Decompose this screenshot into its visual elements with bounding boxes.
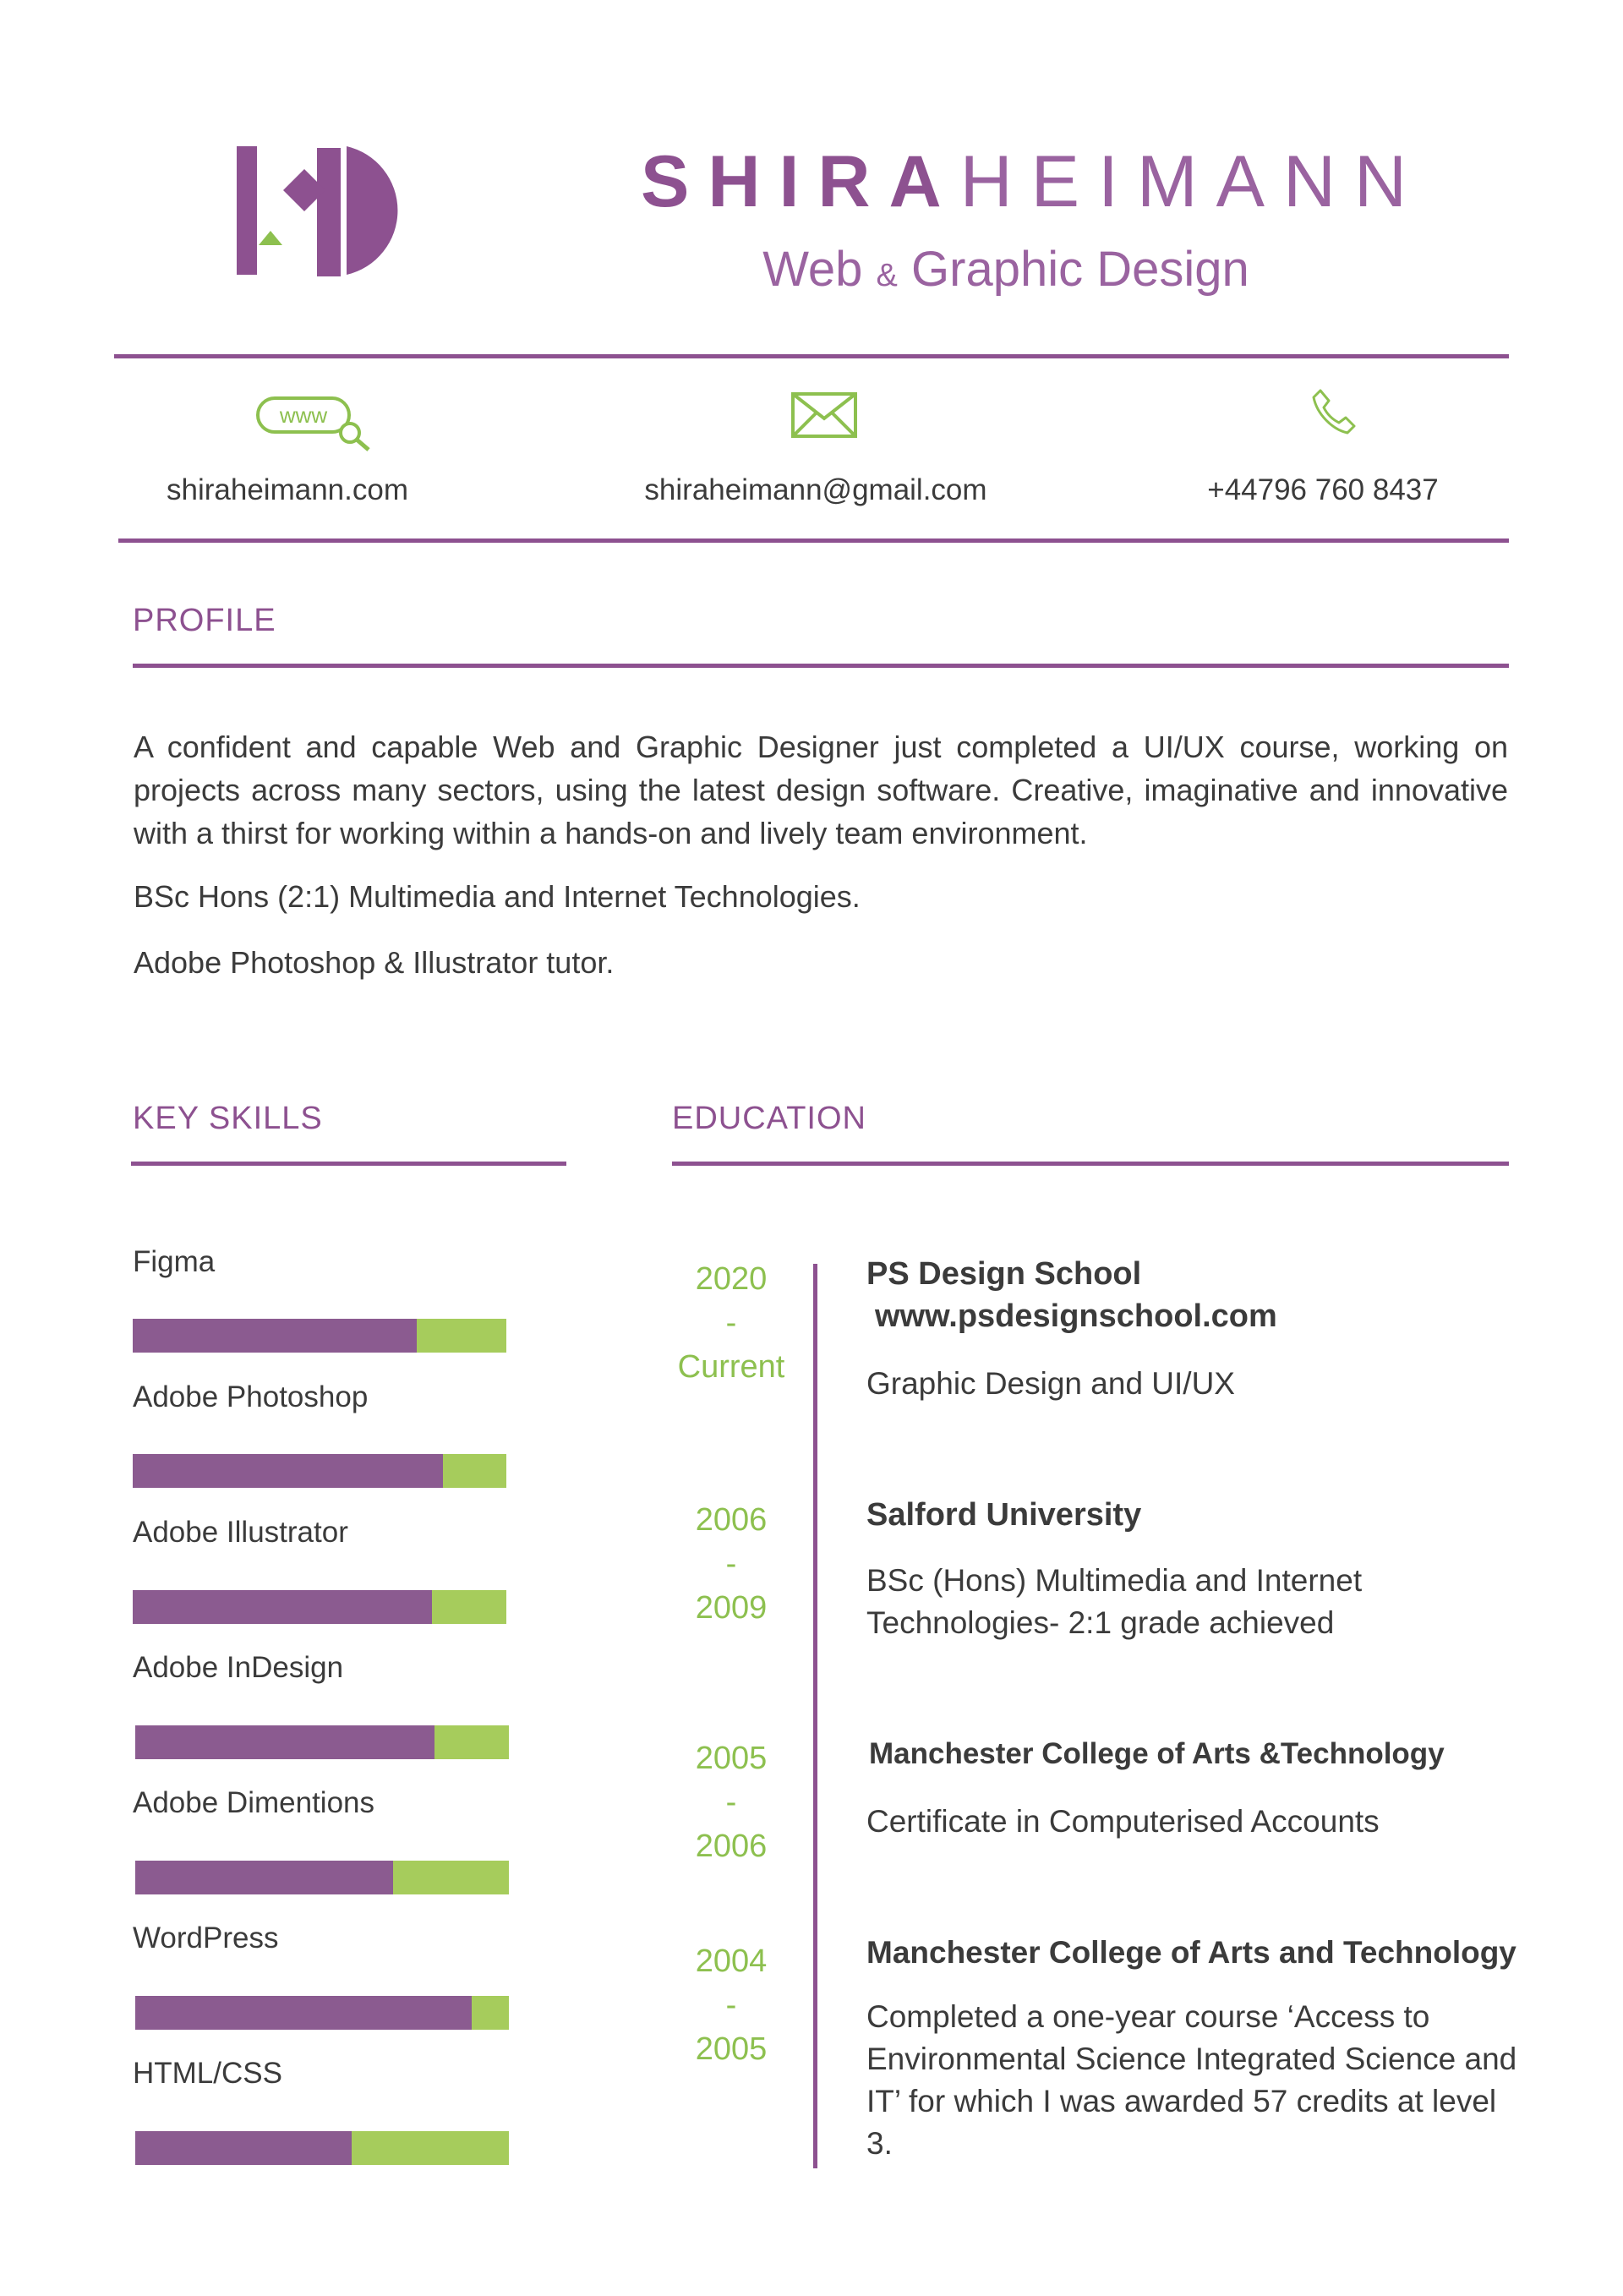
skill-bar-fill	[133, 1319, 417, 1353]
education-years	[659, 1498, 803, 1630]
email-link[interactable]: shiraheimann@gmail.com	[644, 473, 987, 506]
hd-monogram-logo	[228, 139, 414, 283]
job-title-part-a: Web	[762, 242, 863, 297]
education-years	[659, 1939, 803, 2071]
year-start: 2020	[695, 1261, 768, 1297]
skill-bar-fill	[133, 1590, 432, 1624]
education-years	[659, 1736, 803, 1868]
school-name: Manchester College of Arts &Technology	[869, 1737, 1445, 1770]
education-years	[659, 1257, 803, 1389]
skill-bar	[135, 1996, 509, 2030]
skill-bar-fill	[135, 1725, 434, 1759]
last-name: HEIMANN	[959, 141, 1426, 222]
education-description: BSc (Hons) Multimedia and Internet Technologies- 2:1 grade achieved	[866, 1563, 1363, 1640]
education-description: Completed a one-year course ‘Access to Environmental Science Integrated Science and IT’ for which I was awarded 57 credits at level 3.	[866, 1999, 1517, 2161]
year-end: Current	[677, 1349, 785, 1385]
skill-label: Adobe Photoshop	[133, 1380, 369, 1413]
phone-number[interactable]: +44796 760 8437	[1207, 473, 1439, 506]
skill-bar	[133, 1590, 506, 1624]
skill-bar	[135, 1725, 509, 1759]
skill-bar	[133, 1454, 506, 1488]
skill-label: Adobe Illustrator	[133, 1516, 348, 1549]
key-skills-divider	[131, 1162, 566, 1166]
job-title-part-b: Graphic Design	[911, 242, 1249, 297]
skill-bar	[135, 2131, 509, 2165]
skill-label: Figma	[133, 1245, 216, 1278]
year-end: 2009	[695, 1590, 768, 1626]
education-divider	[672, 1162, 1509, 1166]
profile-summary: A confident and capable Web and Graphic Designer just completed a UI/UX course, working on projects across many sectors, using the latest design software. Creative, imaginative and innovative with a thirst for working within a hands-on and lively team environment.	[134, 730, 1508, 850]
skill-label: Adobe InDesign	[133, 1651, 344, 1684]
www-search-icon	[255, 396, 374, 453]
skill-bar	[133, 1319, 506, 1353]
skill-bar-fill	[135, 1861, 393, 1894]
website-link[interactable]: shiraheimann.com	[167, 473, 408, 506]
skill-label: Adobe Dimentions	[133, 1786, 374, 1819]
profile-heading: PROFILE	[133, 603, 276, 638]
year-separator: -	[725, 1987, 737, 2023]
school-name: Salford University	[866, 1497, 1142, 1533]
school-name: Manchester College of Arts and Technology	[866, 1935, 1516, 1970]
contact-bottom-divider	[118, 538, 1509, 543]
job-title	[642, 241, 1369, 298]
job-title-ampersand: &	[876, 258, 898, 293]
skill-bar-fill	[135, 2131, 352, 2165]
first-name: SHIRA	[641, 141, 960, 222]
year-end: 2006	[695, 1829, 768, 1864]
education-description: Certificate in Computerised Accounts	[866, 1804, 1380, 1839]
year-start: 2005	[695, 1741, 768, 1776]
school-website[interactable]: www.psdesignschool.com	[875, 1298, 1277, 1334]
profile-degree: BSc Hons (2:1) Multimedia and Internet Technologies.	[134, 879, 861, 914]
skill-label: HTML/CSS	[133, 2057, 282, 2090]
year-separator: -	[725, 1785, 737, 1820]
key-skills-heading: KEY SKILLS	[133, 1101, 323, 1136]
year-end: 2005	[695, 2031, 768, 2067]
profile-divider	[133, 664, 1509, 668]
year-start: 2006	[695, 1502, 768, 1538]
skill-bar-fill	[133, 1454, 443, 1488]
year-separator: -	[725, 1305, 737, 1341]
skill-bar-fill	[135, 1996, 472, 2030]
full-name	[641, 141, 1426, 222]
year-start: 2004	[695, 1943, 768, 1979]
school-name: PS Design School	[866, 1256, 1142, 1292]
phone-icon	[1310, 387, 1356, 435]
education-description: Graphic Design and UI/UX	[866, 1366, 1235, 1401]
svg-text:www: www	[279, 402, 328, 428]
skill-label: WordPress	[133, 1922, 279, 1954]
header-top-divider	[114, 354, 1509, 358]
profile-tutor: Adobe Photoshop & Illustrator tutor.	[134, 945, 615, 980]
envelope-icon	[790, 391, 858, 439]
profile-summary-block	[134, 725, 1508, 855]
skill-bar	[135, 1861, 509, 1894]
education-heading: EDUCATION	[672, 1101, 866, 1136]
year-separator: -	[725, 1546, 737, 1582]
education-timeline	[813, 1264, 817, 2168]
